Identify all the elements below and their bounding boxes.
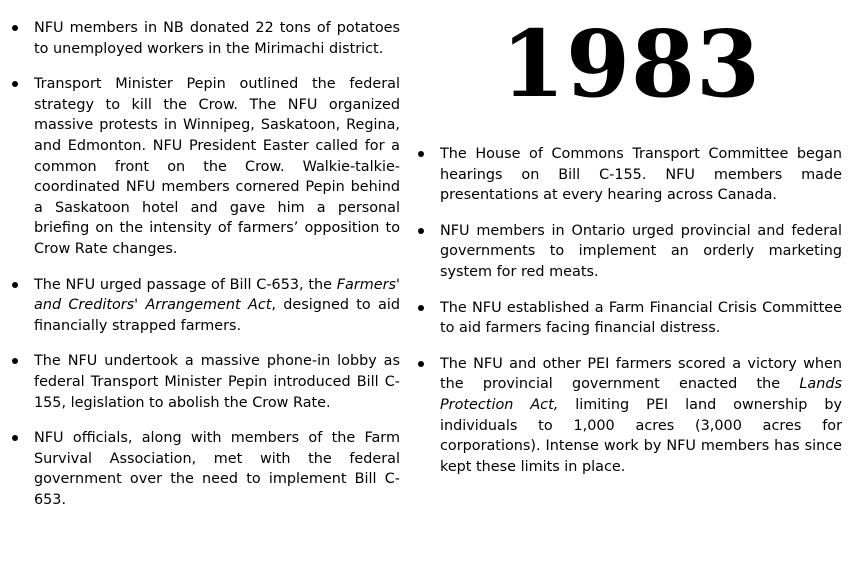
bullet-dot-icon [12, 435, 18, 441]
list-item-text: NFU members in NB donated 22 tons of potatoes to unemployed workers in the Mirimachi district. [34, 20, 400, 57]
list-item-text [34, 275, 400, 337]
bullet-dot-icon [12, 358, 18, 364]
list-item-text-tail: , designed to aid financially strapped farmers. [34, 297, 400, 334]
list-item [414, 221, 842, 283]
left-column [8, 18, 400, 510]
year-heading: 1983 [500, 10, 762, 118]
list-item [8, 74, 400, 259]
italic-act-title: Farmers' and Creditors' Arrangement Act [34, 276, 400, 314]
list-item-text-tail: limiting PEI land ownership by individuals to 1,000 acres (3,000 acres for corporations). Intense work by NFU members has since kept these limits in place. [440, 396, 842, 475]
right-bullet-list [414, 144, 842, 477]
bullet-dot-icon [12, 81, 18, 87]
left-bullet-list [8, 18, 400, 510]
italic-act-title: Lands Protection Act, [440, 376, 842, 413]
bullet-dot-icon [418, 361, 424, 367]
list-item-text [440, 354, 842, 478]
list-item-text-lead: The NFU and other PEI farmers scored a victory when the provincial government enacted the [440, 355, 842, 393]
list-item-text: NFU members in Ontario urged provincial and federal governments to implement an orderly marketing system for red meats. [440, 222, 842, 280]
list-item-text: The NFU undertook a massive phone-in lobby as federal Transport Minister Pepin introduced Bill C-155, legislation to abolish the Crow Rate. [34, 353, 400, 411]
list-item-text: The NFU established a Farm Financial Crisis Committee to aid farmers facing financial distress. [440, 299, 842, 337]
list-item [414, 354, 842, 478]
list-item-text: The House of Commons Transport Committee began hearings on Bill C-155. NFU members made presentations at every hearing across Canada. [440, 146, 842, 204]
list-item [414, 144, 842, 206]
bullet-dot-icon [12, 282, 18, 288]
list-item [8, 18, 400, 59]
bullet-dot-icon [418, 305, 424, 311]
bullet-dot-icon [418, 151, 424, 157]
list-item-text-lead: The NFU urged passage of Bill C-653, the [34, 276, 337, 293]
bullet-dot-icon [12, 25, 18, 31]
list-item [8, 275, 400, 337]
list-item [8, 428, 400, 510]
right-column [414, 10, 842, 477]
list-item-text: Transport Minister Pepin outlined the federal strategy to kill the Crow. The NFU organized massive protests in Winnipeg, Saskatoon, Regina, and Edmonton. NFU President Easter called for a common front on the Crow. Walkie-talkie-coordinated NFU members cornered Pepin behind a Saskatoon hotel and gave him a personal briefing on the intensity of farmers’ opposition to Crow Rate changes. [34, 76, 400, 257]
list-item [414, 298, 842, 339]
list-item [8, 351, 400, 413]
list-item-text: NFU officials, along with members of the Farm Survival Association, met with the federal government over the need to implement Bill C-653. [34, 430, 400, 508]
bullet-dot-icon [418, 228, 424, 234]
